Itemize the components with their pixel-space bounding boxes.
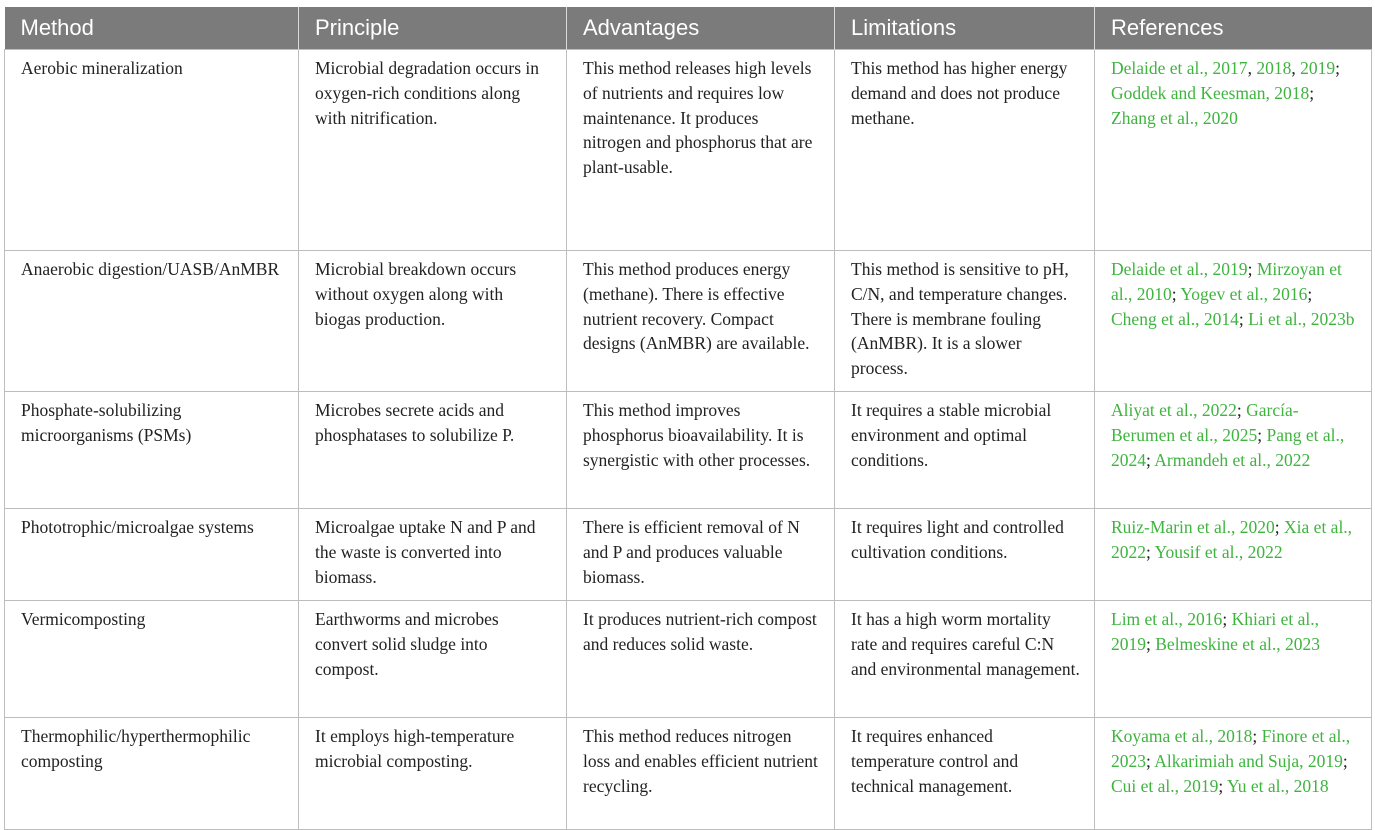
principle-cell: It employs high-temperature microbial composting. — [299, 718, 567, 830]
reference-link[interactable]: Alkarimiah and Suja, 2019 — [1154, 750, 1343, 771]
reference-separator: ; — [1238, 308, 1249, 329]
method-cell: Vermicomposting — [5, 601, 299, 718]
limitations-cell: This method is sensitive to pH, C/N, and temperature changes. There is membrane fouling (AnMBR). It is a slower process. — [835, 251, 1095, 392]
reference-separator: ; — [1309, 82, 1315, 103]
reference-link[interactable]: Goddek and Keesman, 2018 — [1111, 82, 1310, 103]
reference-link[interactable]: Belmeskine et al., 2023 — [1155, 633, 1321, 654]
reference-separator: ; — [1335, 58, 1340, 78]
reference-link[interactable]: 2018 — [1256, 58, 1292, 78]
reference-separator: ; — [1342, 750, 1348, 771]
advantages-cell: This method releases high levels of nutrients and requires low maintenance. It produces nitrogen and phosphorus that are plant-usable. — [567, 50, 835, 251]
reference-link[interactable]: Cheng et al., 2014 — [1111, 308, 1239, 329]
reference-link[interactable]: Cui et al., 2019 — [1111, 775, 1219, 796]
reference-separator: , — [1291, 58, 1301, 78]
references-cell — [1095, 50, 1372, 251]
reference-separator: ; — [1146, 633, 1156, 654]
reference-separator: ; — [1146, 449, 1155, 470]
method-cell: Aerobic mineralization — [5, 50, 299, 251]
reference-link[interactable]: Khiari et al., 2019 — [1111, 609, 1320, 654]
principle-cell: Microbes secrete acids and phosphatases to solubilize P. — [299, 392, 567, 509]
header-row — [5, 7, 1372, 50]
header-limitations: Limitations — [835, 7, 1095, 50]
table-row — [5, 50, 1372, 251]
references-cell — [1095, 251, 1372, 392]
reference-separator: ; — [1146, 541, 1155, 562]
reference-separator: ; — [1218, 775, 1228, 796]
reference-link[interactable]: Koyama et al., 2018 — [1111, 726, 1253, 746]
limitations-cell: This method has higher energy demand and does not produce methane. — [835, 50, 1095, 251]
table-row — [5, 718, 1372, 830]
reference-separator: ; — [1257, 424, 1267, 445]
reference-link[interactable]: Ruiz-Marin et al., 2020 — [1111, 517, 1275, 537]
method-cell: Anaerobic digestion/UASB/AnMBR — [5, 251, 299, 392]
advantages-cell: There is efficient removal of N and P and produces valuable biomass. — [567, 509, 835, 601]
reference-link[interactable]: Li et al., 2023b — [1248, 308, 1355, 329]
reference-link[interactable]: Delaide et al., 2017 — [1111, 58, 1248, 78]
reference-link[interactable]: Pang et al., 2024 — [1111, 424, 1345, 470]
table-row — [5, 392, 1372, 509]
data-table — [4, 7, 1372, 830]
limitations-cell: It requires light and controlled cultivation conditions. — [835, 509, 1095, 601]
header-references: References — [1095, 7, 1372, 50]
limitations-cell: It has a high worm mortality rate and requires careful C:N and environmental management. — [835, 601, 1095, 718]
method-cell: Phototrophic/microalgae systems — [5, 509, 299, 601]
reference-separator: ; — [1146, 750, 1155, 771]
reference-link[interactable]: Yogev et al., 2016 — [1180, 283, 1308, 304]
method-cell: Thermophilic/hyperthermophilic composting — [5, 718, 299, 830]
advantages-cell: It produces nutrient-rich compost and reduces solid waste. — [567, 601, 835, 718]
references-cell — [1095, 509, 1372, 601]
advantages-cell: This method reduces nitrogen loss and enables efficient nutrient recycling. — [567, 718, 835, 830]
reference-link[interactable]: Lim et al., 2016 — [1111, 609, 1223, 629]
references-cell — [1095, 718, 1372, 830]
table-row — [5, 601, 1372, 718]
reference-separator: ; — [1247, 259, 1257, 279]
header-advantages: Advantages — [567, 7, 835, 50]
reference-link[interactable]: Xia et al., 2022 — [1111, 517, 1353, 562]
reference-link[interactable]: 2019 — [1300, 58, 1336, 78]
advantages-cell: This method produces energy (methane). There is effective nutrient recovery. Compact designs (AnMBR) are available. — [567, 251, 835, 392]
references-cell — [1095, 601, 1372, 718]
table-row — [5, 509, 1372, 601]
reference-separator: ; — [1307, 283, 1313, 304]
reference-link[interactable]: Finore et al., 2023 — [1111, 726, 1351, 771]
header-principle: Principle — [299, 7, 567, 50]
reference-separator: ; — [1274, 517, 1285, 537]
reference-link[interactable]: Aliyat et al., 2022 — [1111, 400, 1237, 420]
reference-link[interactable]: Delaide et al., 2019 — [1111, 259, 1248, 279]
advantages-cell: This method improves phosphorus bioavailability. It is synergistic with other processes. — [567, 392, 835, 509]
principle-cell: Earthworms and microbes convert solid sludge into compost. — [299, 601, 567, 718]
principle-cell: Microalgae uptake N and P and the waste is converted into biomass. — [299, 509, 567, 601]
reference-link[interactable]: Mirzoyan et al., 2010 — [1111, 259, 1342, 304]
reference-separator: ; — [1252, 726, 1262, 746]
reference-link[interactable]: García-Berumen et al., 2025 — [1111, 400, 1299, 445]
references-cell — [1095, 392, 1372, 509]
limitations-cell: It requires enhanced temperature control and technical management. — [835, 718, 1095, 830]
reference-link[interactable]: Armandeh et al., 2022 — [1154, 449, 1311, 470]
reference-link[interactable]: Yousif et al., 2022 — [1154, 541, 1283, 562]
table-row — [5, 251, 1372, 392]
reference-link[interactable]: Zhang et al., 2020 — [1111, 107, 1238, 128]
method-cell: Phosphate-solubilizing microorganisms (PSMs) — [5, 392, 299, 509]
header-method: Method — [5, 7, 299, 50]
reference-link[interactable]: Yu et al., 2018 — [1227, 775, 1329, 796]
limitations-cell: It requires a stable microbial environment and optimal conditions. — [835, 392, 1095, 509]
reference-separator: ; — [1222, 609, 1232, 629]
principle-cell: Microbial degradation occurs in oxygen-rich conditions along with nitrification. — [299, 50, 567, 251]
reference-separator: ; — [1171, 283, 1181, 304]
reference-separator: ; — [1236, 400, 1247, 420]
principle-cell: Microbial breakdown occurs without oxygen along with biogas production. — [299, 251, 567, 392]
reference-separator: , — [1247, 58, 1257, 78]
